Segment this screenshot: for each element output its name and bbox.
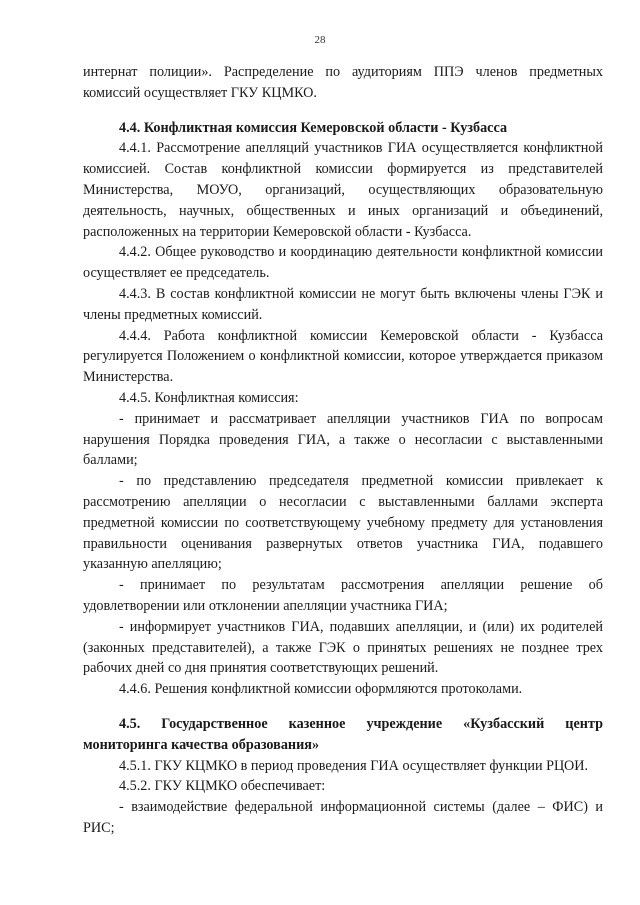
document-body xyxy=(83,62,603,839)
list-item: - принимает по результатам рассмотрения апелляции решение об удовлетворении или отклонении апелляции участника ГИА; xyxy=(83,577,603,614)
paragraph: 4.4.1. Рассмотрение апелляций участников ГИА осуществляется конфликтной комиссией. Состав конфликтной комиссии формируется из представителей Министерства, МОУО, организаций, осуществляющих образовательную деятельность, научных, общественных и иных организаций и объединений, расположенных на территории Кемеровской области - Кузбасса. xyxy=(83,140,603,240)
list-item: - по представлению председателя предметной комиссии привлекает к рассмотрению апелляции о несогласии с выставленными баллами эксперта предметной комиссии по соответствующему учебному предмету для установления правильности оценивания развернутых ответов участника ГИА, подавшего указанную апелляцию; xyxy=(83,473,603,573)
list-item: - принимает и рассматривает апелляции участников ГИА по вопросам нарушения Порядка проведения ГИА, а также о несогласии с выставленными баллами; xyxy=(83,410,603,469)
page-number: 28 xyxy=(314,34,326,46)
paragraph: 4.4.4. Работа конфликтной комиссии Кемеровской области - Кузбасса регулируется Положением о конфликтной комиссии, которое утверждается приказом Министерства. xyxy=(83,327,603,386)
paragraph: 4.5.2. ГКУ КЦМКО обеспечивает: xyxy=(119,778,326,795)
list-item: - взаимодействие федеральной информационной системы (далее – ФИС) и РИС; xyxy=(83,799,603,836)
paragraph: 4.4.2. Общее руководство и координацию деятельности конфликтной комиссии осуществляет ее председатель. xyxy=(83,244,603,282)
paragraph: 4.4.5. Конфликтная комиссия: xyxy=(119,389,299,406)
section-heading-4-4: 4.4. Конфликтная комиссия Кемеровской области - Кузбасса xyxy=(119,119,508,136)
paragraph: интернат полиции». Распределение по аудиториям ППЭ членов предметных комиссий осуществляет ГКУ КЦМКО. xyxy=(83,64,603,101)
list-item: - информирует участников ГИА, подавших апелляции, и (или) их родителей (законных представителей), а также ГЭК о принятых решениях не позднее трех рабочих дней со дня принятия соответствующих решений. xyxy=(83,618,603,677)
paragraph: 4.4.3. В состав конфликтной комиссии не могут быть включены члены ГЭК и члены предметных комиссий. xyxy=(83,285,603,323)
paragraph: 4.4.6. Решения конфликтной комиссии оформляются протоколами. xyxy=(119,681,523,698)
paragraph: 4.5.1. ГКУ КЦМКО в период проведения ГИА осуществляет функции РЦОИ. xyxy=(119,757,589,774)
section-heading-4-5: 4.5. Государственное казенное учреждение «Кузбасский центр мониторинга качества образования» xyxy=(83,715,603,753)
